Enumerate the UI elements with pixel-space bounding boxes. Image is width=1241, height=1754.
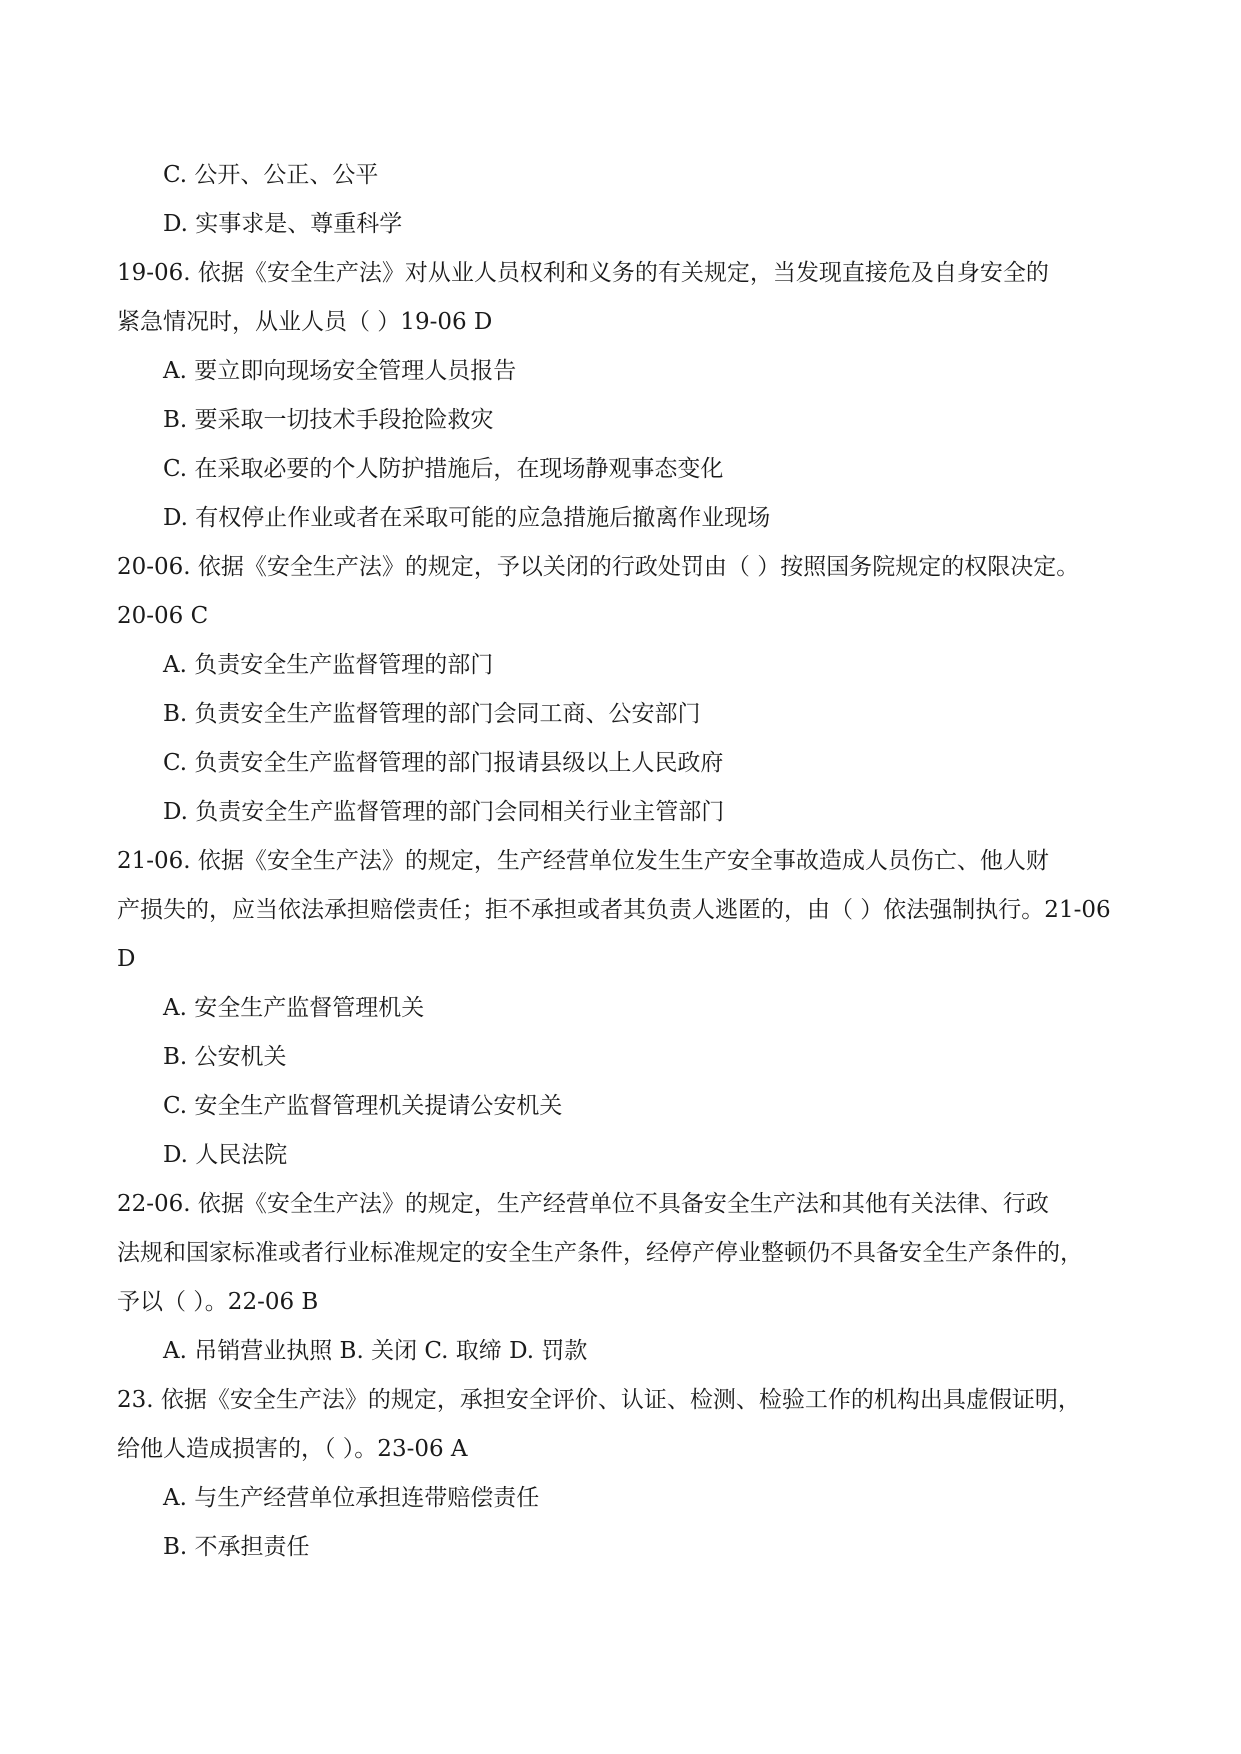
- question-20-option: D. 负责安全生产监督管理的部门会同相关行业主管部门: [163, 799, 725, 825]
- question-21-stem: 产损失的，应当依法承担赔偿责任；拒不承担或者其负责人逃匿的，由（ ）依法强制执行。21-06: [117, 897, 1111, 923]
- option-line: D. 实事求是、尊重科学: [163, 211, 403, 237]
- question-22-stem: 予以（ ）。22-06 B: [117, 1289, 319, 1315]
- question-20-option: B. 负责安全生产监督管理的部门会同工商、公安部门: [163, 701, 701, 727]
- question-19-option: C. 在采取必要的个人防护措施后，在现场静观事态变化: [163, 456, 724, 482]
- question-22-stem: 22-06. 依据《安全生产法》的规定，生产经营单位不具备安全生产法和其他有关法律、行政: [117, 1191, 1049, 1217]
- question-21-option: A. 安全生产监督管理机关: [163, 995, 425, 1021]
- question-20-option: A. 负责安全生产监督管理的部门: [163, 652, 494, 678]
- question-21-option: B. 公安机关: [163, 1044, 287, 1070]
- question-19-stem: 19-06. 依据《安全生产法》对从业人员权利和义务的有关规定，当发现直接危及自身安全的: [117, 260, 1049, 286]
- question-19-option: B. 要采取一切技术手段抢险救灾: [163, 407, 494, 433]
- question-23-option: B. 不承担责任: [163, 1534, 310, 1560]
- question-23-stem: 23. 依据《安全生产法》的规定，承担安全评价、认证、检测、检验工作的机构出具虚假证明，: [117, 1387, 1081, 1413]
- question-23-option: A. 与生产经营单位承担连带赔偿责任: [163, 1485, 540, 1511]
- question-21-stem: D: [117, 946, 136, 972]
- question-19-stem: 紧急情况时，从业人员（ ）19-06 D: [117, 309, 493, 335]
- question-20-stem: 20-06. 依据《安全生产法》的规定，予以关闭的行政处罚由（ ）按照国务院规定的权限决定。: [117, 554, 1080, 580]
- question-21-option: D. 人民法院: [163, 1142, 288, 1168]
- question-22-stem: 法规和国家标准或者行业标准规定的安全生产条件，经停产停业整顿仍不具备安全生产条件的，: [117, 1240, 1083, 1266]
- question-22-option: A. 吊销营业执照 B. 关闭 C. 取缔 D. 罚款: [163, 1338, 588, 1364]
- question-21-stem: 21-06. 依据《安全生产法》的规定，生产经营单位发生生产安全事故造成人员伤亡、他人财: [117, 848, 1049, 874]
- question-20-option: C. 负责安全生产监督管理的部门报请县级以上人民政府: [163, 750, 724, 776]
- question-23-stem: 给他人造成损害的，（ ）。23-06 A: [117, 1436, 468, 1462]
- question-19-option: A. 要立即向现场安全管理人员报告: [163, 358, 517, 384]
- question-21-option: C. 安全生产监督管理机关提请公安机关: [163, 1093, 563, 1119]
- question-19-option: D. 有权停止作业或者在采取可能的应急措施后撤离作业现场: [163, 505, 771, 531]
- question-20-stem: 20-06 C: [117, 603, 209, 629]
- option-line: C. 公开、公正、公平: [163, 162, 379, 188]
